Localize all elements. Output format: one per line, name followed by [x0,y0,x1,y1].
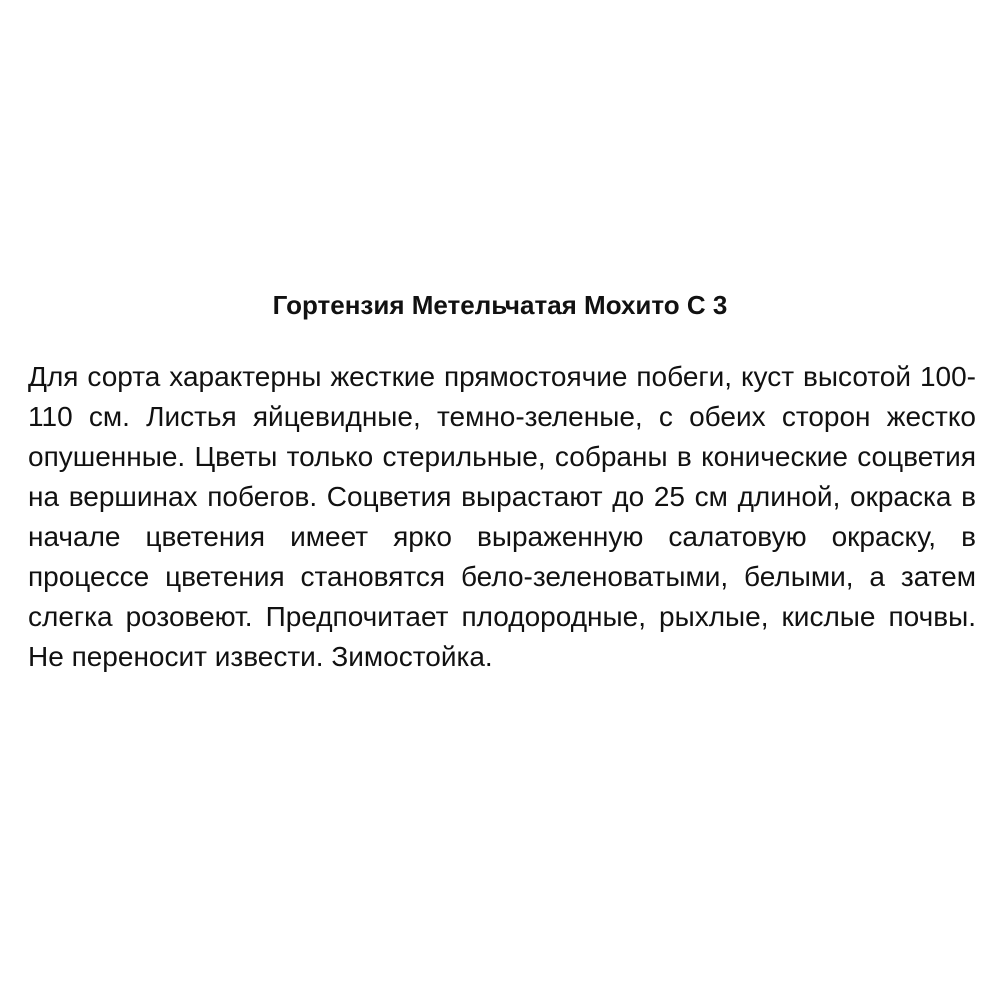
product-title: Гортензия Метельчатая Мохито С 3 [272,290,728,320]
product-description: Для сорта характерны жесткие прямостоячие побеги, куст высотой 100-110 см. Листья яйцевидные, темно-зеленые, с обеих сторон жестко опушенные. Цветы только стерильные, собраны в конические соцветия на вершинах побегов. Соцветия вырастают до 25 см длиной, окраска в начале цветения имеет ярко выраженную салатовую окраску, в процессе цветения становятся бело-зеленоватыми, белыми, а затем слегка розовеют. Предпочитает плодородные, рыхлые, кислые почвы. Не переносит извести. Зимостойка. [28,361,976,672]
